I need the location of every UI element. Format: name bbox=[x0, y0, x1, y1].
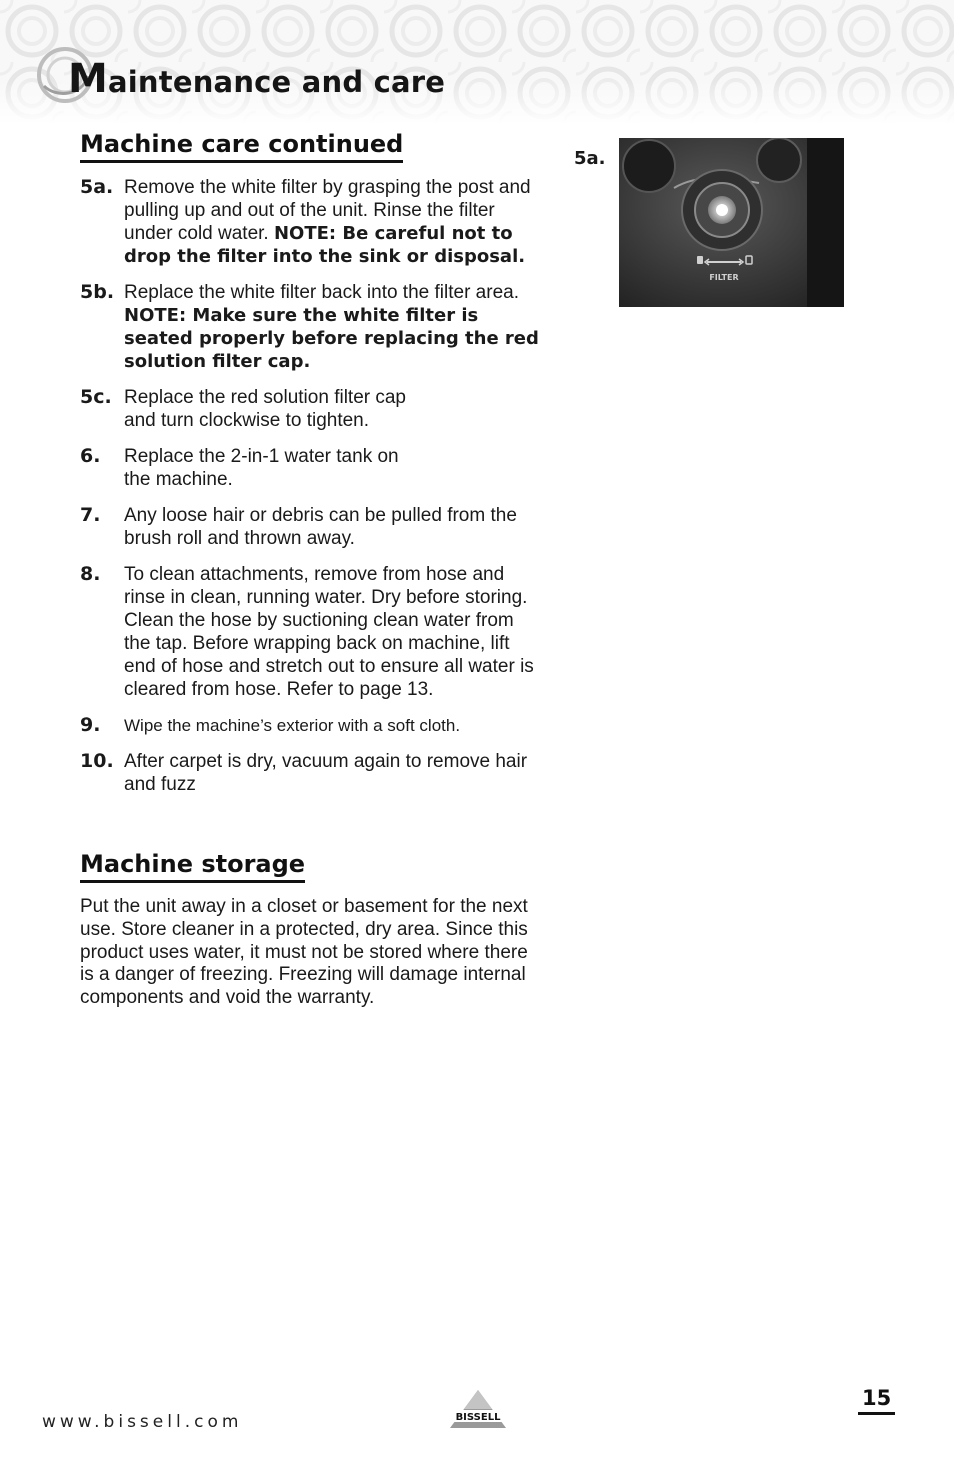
figure-label: 5a. bbox=[574, 148, 606, 169]
machine-care-heading: Machine care continued bbox=[80, 130, 403, 163]
step-10 bbox=[80, 750, 540, 796]
step-text: Replace the white filter back into the filter area. bbox=[124, 282, 519, 303]
step-note: NOTE: Make sure the white filter is seated properly before replacing the red solution filter cap. bbox=[124, 305, 539, 372]
step-5c bbox=[80, 386, 540, 432]
step-number: 5a. bbox=[80, 176, 114, 198]
care-steps-list bbox=[80, 176, 540, 809]
step-9 bbox=[80, 714, 540, 737]
footer-url: www.bissell.com bbox=[42, 1412, 243, 1432]
step-7 bbox=[80, 504, 540, 550]
step-number: 10. bbox=[80, 750, 114, 772]
step-text: Replace the red solution filter cap and turn clockwise to tighten. bbox=[124, 387, 406, 431]
storage-paragraph: Put the unit away in a closet or basement for the next use. Store cleaner in a protected, dry area. Since this product uses water, it must not be stored where there is a danger of freezing. Freezing will damage internal components and void the warranty. bbox=[80, 896, 528, 1009]
filter-panel-label: FILTER bbox=[709, 273, 739, 282]
page-number: 15 bbox=[858, 1386, 895, 1415]
step-text: Wipe the machine’s exterior with a soft cloth. bbox=[124, 716, 461, 735]
step-text: Any loose hair or debris can be pulled from the brush roll and thrown away. bbox=[124, 505, 517, 549]
step-number: 9. bbox=[80, 714, 101, 736]
step-text: Replace the 2-in-1 water tank on the machine. bbox=[124, 446, 399, 490]
step-8 bbox=[80, 563, 540, 701]
step-number: 5b. bbox=[80, 281, 115, 303]
step-text: After carpet is dry, vacuum again to remove hair and fuzz bbox=[124, 751, 528, 795]
title-dropcap: M bbox=[68, 56, 109, 102]
step-number: 6. bbox=[80, 445, 101, 467]
brand-name: BISSELL bbox=[455, 1412, 501, 1423]
step-5a bbox=[80, 176, 540, 268]
step-note: NOTE: Be careful not to drop the filter into the sink or disposal. bbox=[124, 223, 526, 267]
title-rest: aintenance and care bbox=[108, 65, 446, 99]
step-5b bbox=[80, 281, 540, 373]
step-number: 7. bbox=[80, 504, 101, 526]
page-title bbox=[68, 56, 445, 102]
machine-storage-heading: Machine storage bbox=[80, 850, 305, 883]
step-text: To clean attachments, remove from hose and rinse in clean, running water. Dry before storing. Clean the hose by suctioning clean water from the tap. Before wrapping back on machine, lift end of hose and stretch out to ensure all water is cleared from hose. Refer to page 13. bbox=[124, 564, 534, 700]
step-number: 5c. bbox=[80, 386, 112, 408]
step-text: Remove the white filter by grasping the post and pulling up and out of the unit. Rinse the filter under cold water. bbox=[124, 177, 531, 244]
bissell-logo-icon bbox=[444, 1388, 512, 1432]
step-number: 8. bbox=[80, 563, 101, 585]
step-6 bbox=[80, 445, 540, 491]
filter-photo bbox=[619, 138, 844, 307]
